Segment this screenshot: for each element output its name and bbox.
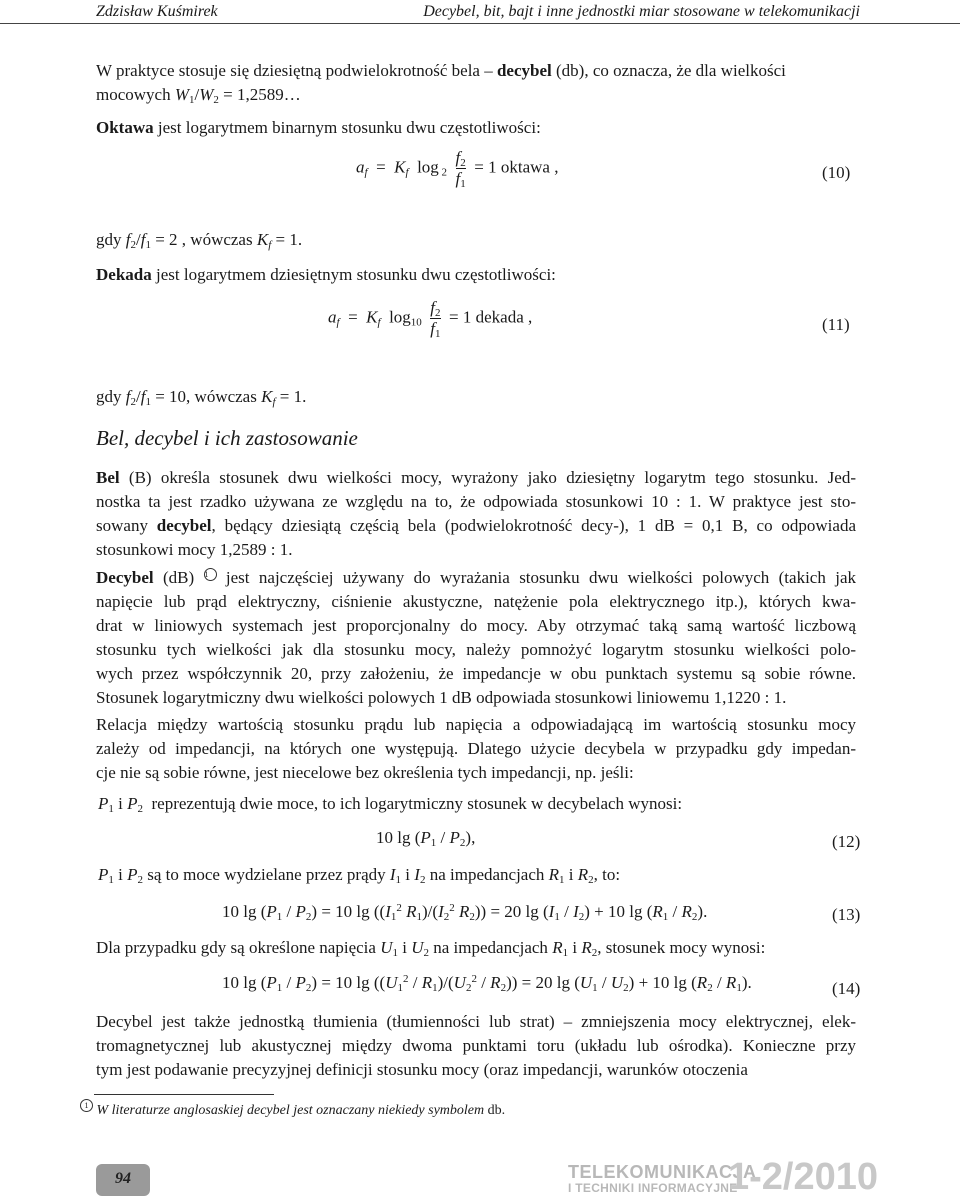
equation-13: 10 $\lg (P_1 / P_2) = 10$ $\lg ((I_1^2$ $R_1)/(I_2^2$ $R_2)) = 20$ $\lg (I_1 / I_2) + 10$ $\lg (R_1 / R_2)$. bbox=[222, 902, 708, 923]
paragraph-final: Decybel jest także jednostką tłumienia (tłumienności lub strat) – zmniejszenia mocy elektrycznej, elek- tromagnetycznej lub akustycznej między dwoma punktami toru (układu lub ośrodka). Konieczne przy tym jest podawanie precyzyjnej definicji stosunku mocy (oraz impedancji, warunków otoczenia bbox=[96, 1012, 856, 1079]
eq12-lead: $P_1$ i $P_2$ reprezentują dwie moce, to ich logarytmiczny stosunek w decybelach wynosi: bbox=[98, 794, 683, 815]
equation-10: $a_f = K_f$ log $_2$ $\frac{f_2}{f_1}$ = 1 oktawa , bbox=[356, 148, 559, 190]
running-header-title: Decybel, bit, bajt i inne jednostki miar stosowane w telekomunikacji bbox=[423, 3, 860, 20]
equation-11: $a_f = K_f$ $\log_{10}$ $\frac{f_2}{f_1}$ = 1 dekada , bbox=[328, 298, 533, 340]
paragraph-relacja: Relacja między wartością stosunku prądu lub napięcia a odpowiadającą im wartością stosunku mocy zależy od impedancji, na których one występują. Dlatego użycie decybela w przypadku gdy impedan- cje nie są sobie równe, jest niecelowe bez określenia tych impedancji, np. jeśli: bbox=[96, 715, 856, 782]
oktawa-condition: gdy $f_2/f_1 = 2$ , wówczas $K_f = 1$. bbox=[96, 230, 303, 251]
page-number: 94 bbox=[115, 1170, 131, 1187]
oktawa-definition: Oktawa jest logarytmem binarnym stosunku dwu częstotliwości: bbox=[96, 118, 541, 137]
equation-number-11: (11) bbox=[822, 315, 850, 334]
footnote-rule bbox=[94, 1094, 274, 1095]
dekada-condition: gdy $f_2/f_1 = 10$, wówczas $K_f = 1$. bbox=[96, 387, 307, 408]
journal-logo-line2: I TECHNIKI INFORMACYJNE bbox=[568, 1181, 738, 1195]
equation-number-12: (12) bbox=[832, 832, 861, 851]
section-heading: Bel, decybel i ich zastosowanie bbox=[96, 426, 358, 450]
paragraph-intro: W praktyce stosuje się dziesiętną podwielokrotność bela – decybel (db), co oznacza, że dla wielkości mocowych $W_1/W_2$ = 1,2589… bbox=[96, 61, 786, 106]
journal-logo-line1: TELEKOMUNIKACJA bbox=[568, 1162, 757, 1182]
footnote-marker: 1 bbox=[204, 568, 217, 581]
dekada-definition: Dekada jest logarytmem dziesiętnym stosunku dwu częstotliwości: bbox=[96, 265, 556, 284]
equation-12: 10 $\lg (P_1 / P_2)$, bbox=[376, 828, 476, 849]
eq14-lead: Dla przypadku gdy są określone napięcia $U_1$ i $U_2$ na impedancjach $R_1$ i $R_2$, stosunek mocy wynosi: bbox=[96, 938, 766, 959]
paragraph-bel: Bel (B) określa stosunek dwu wielkości mocy, wyrażony jako dziesiętny logarytm tego stosunku. Jed- nostka ta jest rzadko używana ze względu na to, że odpowiada stosunkowi 10 : 1. W praktyce jest sto- sowany decybel, będący dziesiątą częścią bela (podwielokrotność decy-), 1 dB = 0,1 B, co odpowiada stosunkowi mocy 1,2589 : 1. bbox=[96, 468, 856, 559]
equation-number-14: (14) bbox=[832, 979, 861, 998]
issue-number: 1-2/2010 bbox=[728, 1156, 879, 1198]
eq13-lead: $P_1$ i $P_2$ są to moce wydzielane przez prądy $I_1$ i $I_2$ na impedancjach $R_1$ i $R_2$, to: bbox=[98, 865, 621, 886]
running-header-author: Zdzisław Kuśmirek bbox=[96, 3, 218, 20]
paragraph-decybel: Decybel (dB) 1 jest najczęściej używany do wyrażania stosunku dwu wielkości polowych (takich jak napięcie lub prąd elektryczny, ciśnienie akustyczne, natężenie pola elektrycznego itp.), których kwa- drat w liniowych systemach jest proporcjonalny do mocy. Aby otrzymać taką samą wartość liczbową stosunku tych wielkości jak dla stosunku mocy, należy pomnożyć logarytm stosunku wielkości polo- wych przez współczynnik 20, przy założeniu, że impedancje w obu punktach systemu są sobie równe. Stosunek logarytmiczny dwu wielkości polowych 1 dB odpowiada stosunkowi liniowemu 1,1220 : 1. bbox=[96, 568, 856, 707]
equation-number-13: (13) bbox=[832, 905, 861, 924]
header-rule bbox=[0, 23, 960, 24]
equation-number-10: (10) bbox=[822, 163, 851, 182]
footnote: 1 W literaturze anglosaskiej decybel jest oznaczany niekiedy symbolem db. bbox=[80, 1099, 505, 1119]
footnote-number: 1 bbox=[80, 1099, 93, 1112]
equation-14: 10 $\lg (P_1 / P_2) = 10$ $\lg ((U_1^2 / R_1)/(U_2^2 / R_2)) = 20$ $\lg (U_1 / U_2) + 10$ $\lg (R_2 / R_1)$. bbox=[222, 973, 752, 994]
